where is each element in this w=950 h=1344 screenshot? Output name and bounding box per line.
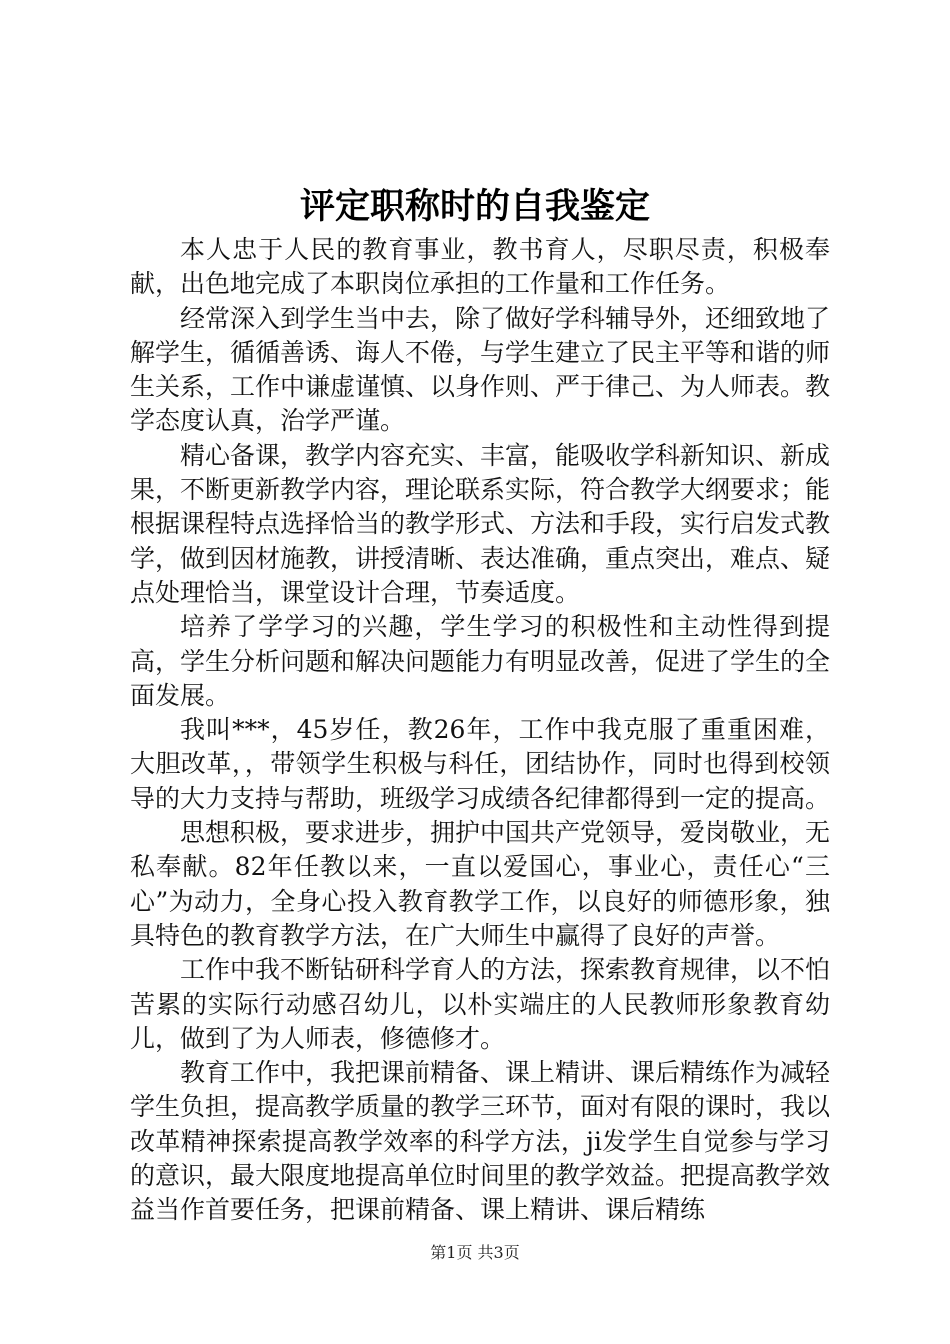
- paragraph: 经常深入到学生当中去，除了做好学科辅导外，还细致地了解学生，循循善诱、诲人不倦，与学生建立了民主平等和谐的师生关系，工作中谦虚谨慎、以身作则、严于律己、为人师表。教学态度认真，治学严谨。: [130, 303, 831, 436]
- paragraph: 工作中我不断钻研科学育人的方法，探索教育规律，以不怕苦累的实际行动感召幼儿，以朴实端庄的人民教师形象教育幼儿，做到了为人师表，修德修才。: [130, 955, 831, 1053]
- paragraph: 精心备课，教学内容充实、丰富，能吸收学科新知识、新成果，不断更新教学内容，理论联系实际，符合教学大纲要求；能根据课程特点选择恰当的教学形式、方法和手段，实行启发式教学，做到因材施教，讲授清晰、表达准确，重点突出，难点、疑点处理恰当，课堂设计合理，节奏适度。: [130, 440, 831, 607]
- document-title: 评定职称时的自我鉴定: [299, 186, 650, 227]
- paragraph: 我叫***，45岁任，教26年，工作中我克服了重重困难，大胆改革，，带领学生积极与科任，团结协作，同时也得到校领导的大力支持与帮助，班级学习成绩各纪律都得到一定的提高。: [130, 715, 831, 813]
- document-body: [130, 233, 830, 1228]
- paragraph: 思想积极，要求进步，拥护中国共产党领导，爱岗敬业，无私奉献。82年任教以来，一直以爱国心，事业心，责任心“三心”为动力，全身心投入教育教学工作，以良好的师德形象，独具特色的教育教学方法，在广大师生中赢得了良好的声誉。: [130, 818, 831, 950]
- paragraph: 教育工作中，我把课前精备、课上精讲、课后精练作为减轻学生负担，提高教学质量的教学三环节，面对有限的课时，我以改革精神探索提高教学效率的科学方法，ji发学生自觉参与学习的意识，最大限度地提高单位时间里的教学效益。把提高教学效益当作首要任务，把课前精备、课上精讲、课后精练: [130, 1058, 831, 1225]
- page-number-footer: 第1页 共3页: [430, 1243, 520, 1262]
- paragraph: 培养了学学习的兴趣，学生学习的积极性和主动性得到提高，学生分析问题和解决问题能力有明显改善，促进了学生的全面发展。: [130, 612, 831, 710]
- paragraph: 本人忠于人民的教育事业，教书育人，尽职尽责，积极奉献，出色地完成了本职岗位承担的工作量和工作任务。: [130, 235, 830, 299]
